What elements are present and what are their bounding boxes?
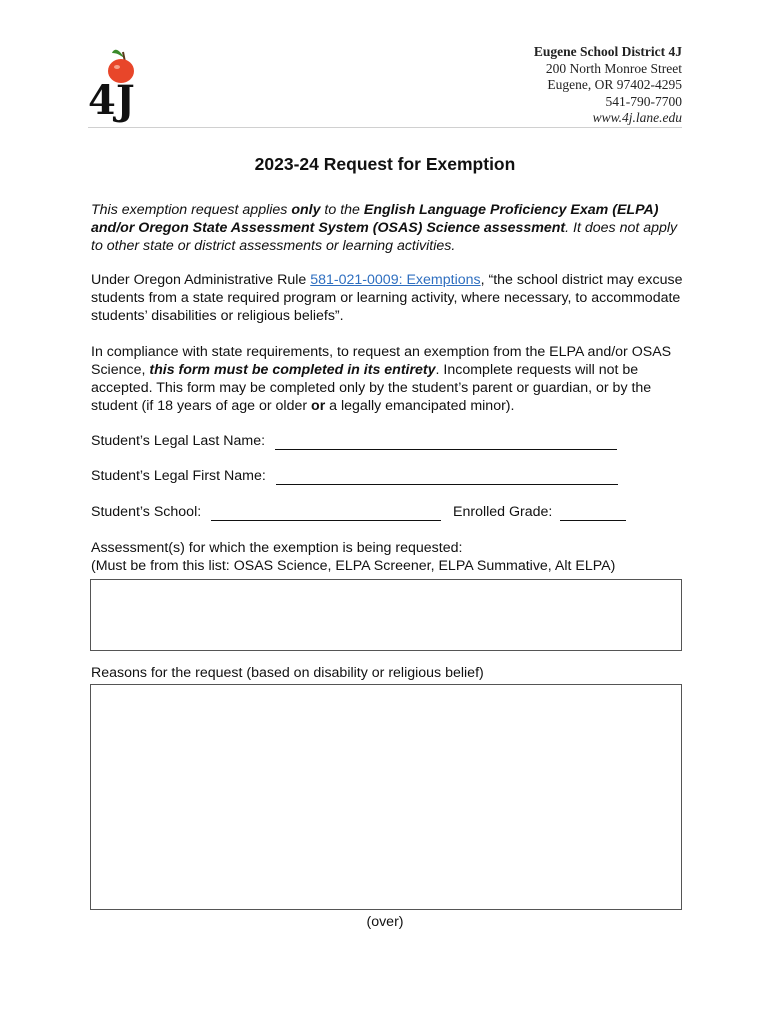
grade-row (453, 503, 626, 521)
intro-paragraph: This exemption request applies only to the English Language Proficiency Exam (ELPA) and/or Oregon State Assessment System (OSAS) Science assessment. It does not apply to other state or district assessments or learning activities. (91, 202, 678, 254)
last-name-label: Student’s Legal Last Name: (91, 433, 266, 449)
district-name: Eugene School District 4J (533, 44, 682, 59)
first-name-label: Student’s Legal First Name: (91, 468, 266, 484)
page-footer-over: (over) (366, 914, 404, 930)
first-name-field[interactable] (276, 469, 618, 485)
address-line-1: 200 North Monroe Street (545, 60, 682, 76)
district-phone: 541-790-7700 (605, 93, 682, 109)
address-line-2: Eugene, OR 97402-4295 (547, 77, 682, 92)
district-address (534, 44, 682, 127)
district-logo (86, 44, 146, 136)
assessments-input-box[interactable] (90, 579, 682, 651)
assessments-label: Assessment(s) for which the exemption is being requested: (91, 540, 463, 556)
assessments-label-block (91, 539, 615, 575)
first-name-row (91, 467, 618, 485)
header-divider (88, 127, 682, 128)
compliance-paragraph: In compliance with state requirements, to request an exemption from the ELPA and/or OSAS Science, this form must be completed in its entirety. Incomplete requests will not be accepted. This form may be completed only by the student’s parent or guardian, or by the student (if 18 years of age or older or a legally emancipated minor). (91, 344, 672, 414)
school-row (91, 503, 441, 521)
assessments-sublabel: (Must be from this list: OSAS Science, ELPA Screener, ELPA Summative, Alt ELPA) (91, 558, 616, 574)
school-field[interactable] (211, 505, 441, 521)
logo-text: 4J (88, 77, 135, 124)
school-label: Student’s School: (91, 504, 202, 520)
district-website: www.4j.lane.edu (592, 110, 682, 125)
reasons-input-box[interactable] (90, 684, 682, 910)
grade-field[interactable] (560, 505, 626, 521)
oar-link[interactable]: 581-021-0009: Exemptions (310, 272, 481, 288)
grade-label: Enrolled Grade: (453, 504, 553, 520)
reasons-label: Reasons for the request (based on disability or religious belief) (91, 665, 484, 681)
last-name-field[interactable] (275, 434, 617, 450)
form-title: 2023-24 Request for Exemption (254, 154, 516, 174)
last-name-row (91, 432, 617, 450)
rule-paragraph: Under Oregon Administrative Rule 581-021-0009: Exemptions, “the school district may excuse students from a state required program or learning activity, where necessary, to accommodate students’ disabilities or religious beliefs”. (91, 272, 683, 324)
